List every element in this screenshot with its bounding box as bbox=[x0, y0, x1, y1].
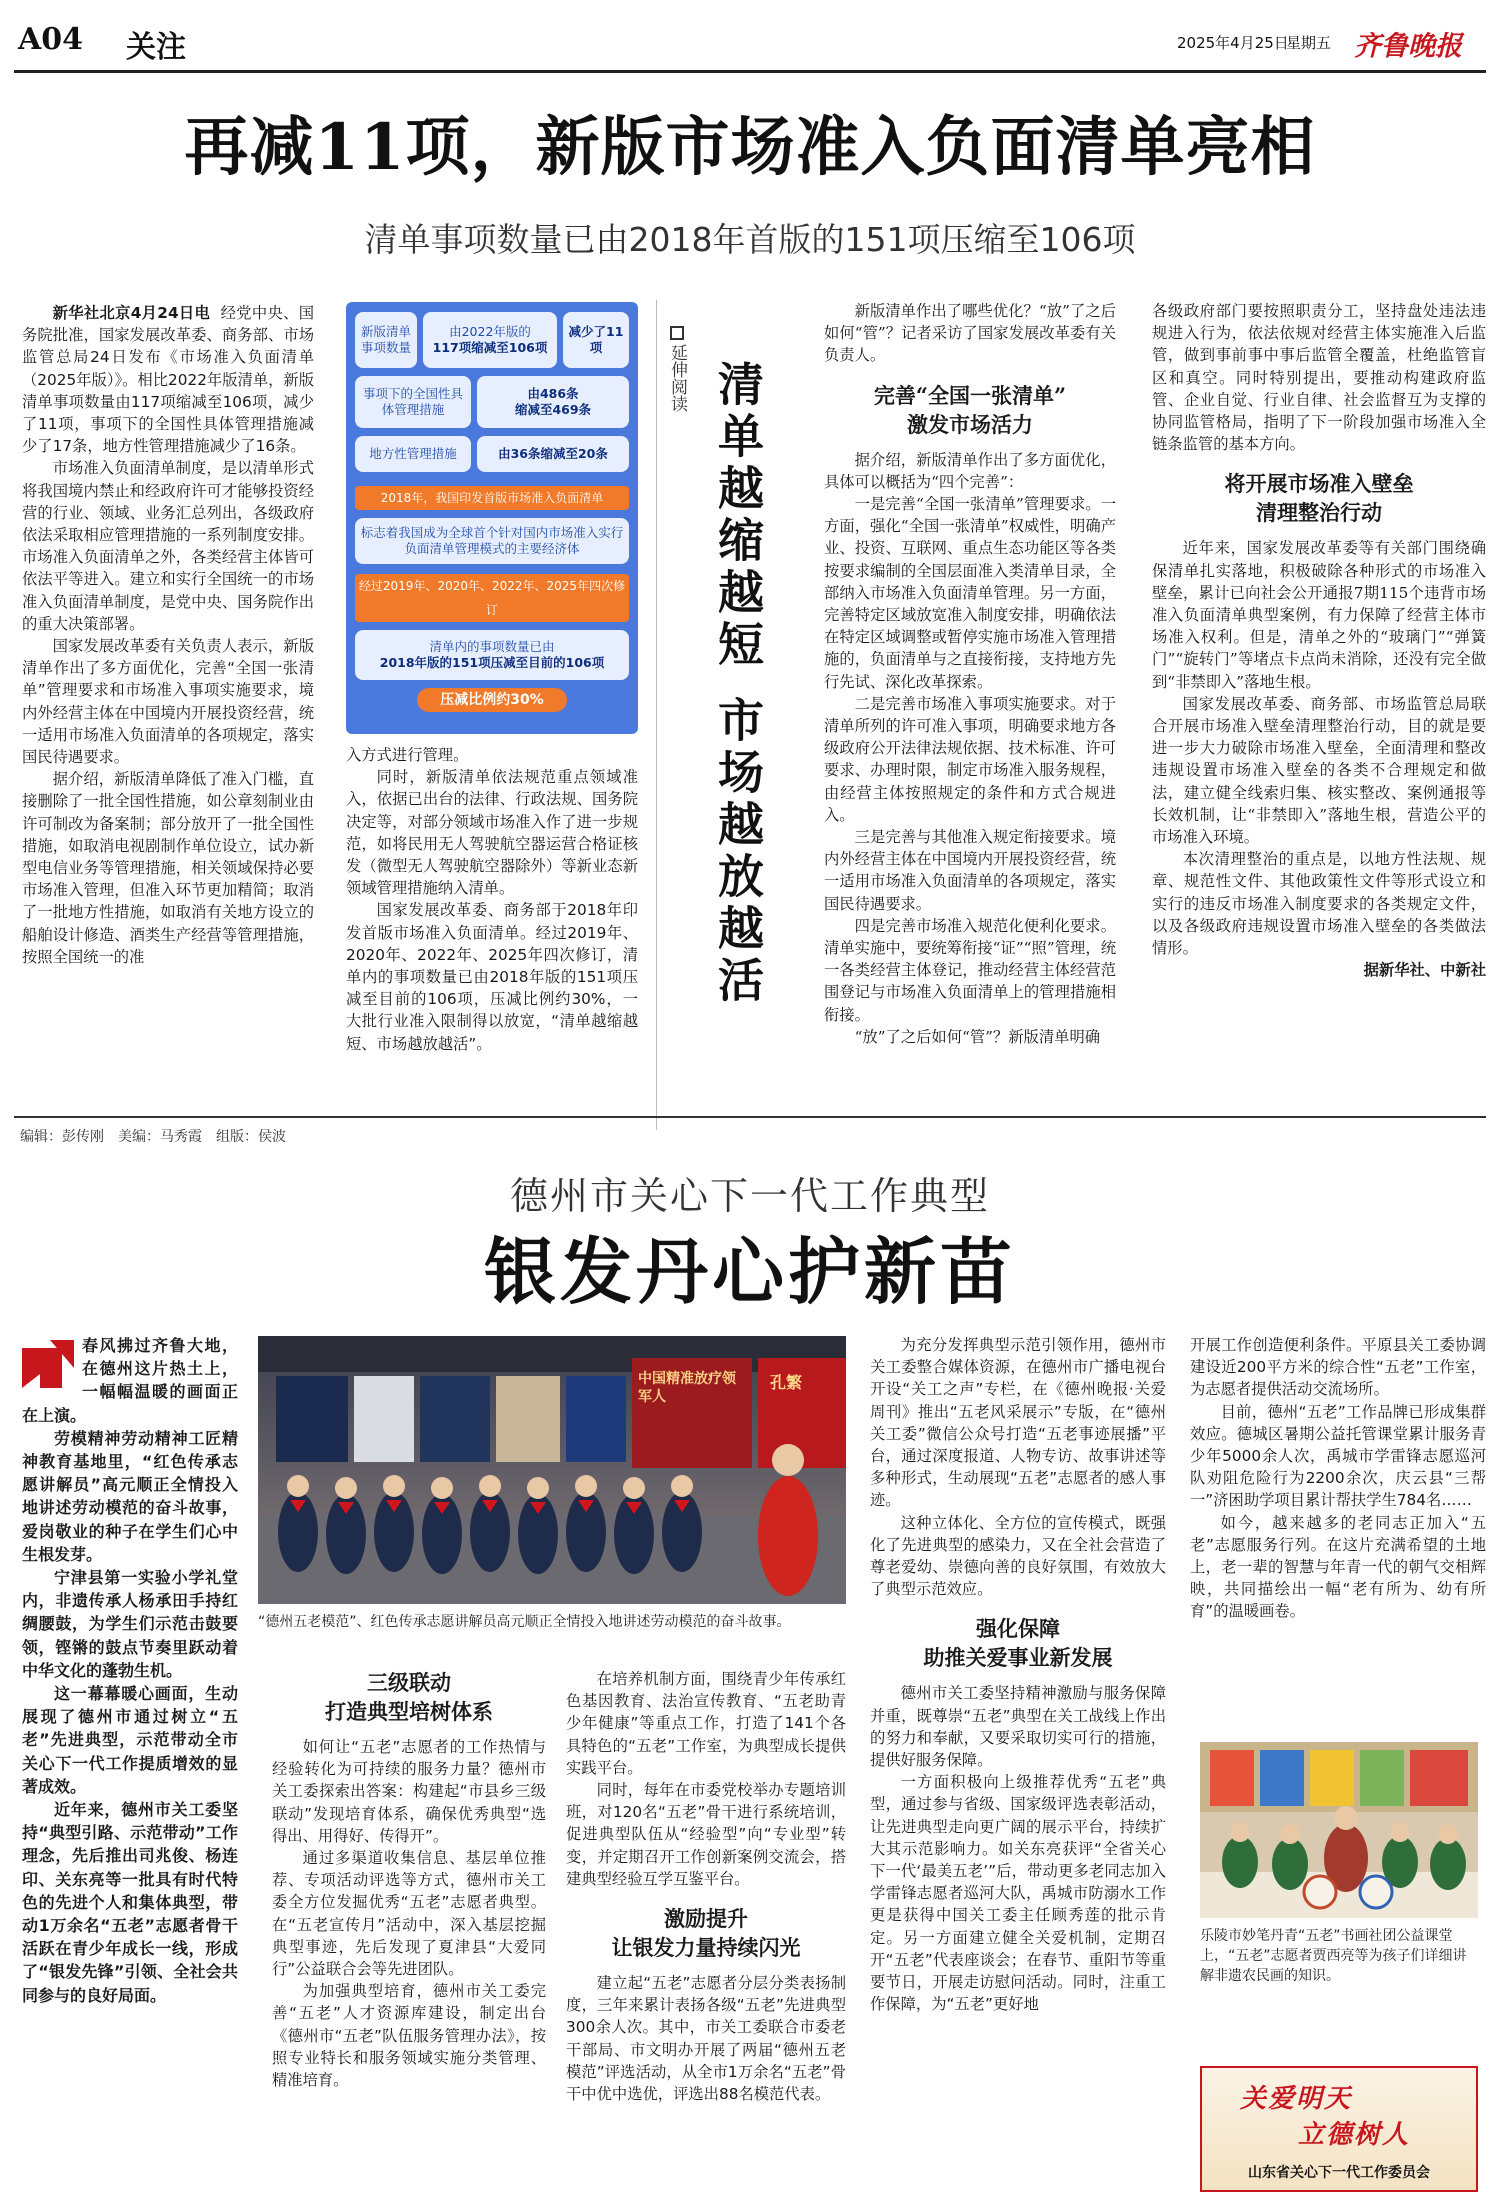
paragraph: 本次清理整治的重点是，以地方性法规、规章、规范性文件、其他政策性文件等形式设立和实行的违反市场准入制度要求的各类规定文件，以及各级政府违规设置市场准入壁垒的各类做法情形。 bbox=[1152, 850, 1486, 958]
article1-column-1 bbox=[22, 302, 314, 1132]
info-text: 缩减至469条 bbox=[514, 402, 592, 417]
paragraph: 为充分发挥典型示范引领作用，德州市关工委整合媒体资源，在德州市广播电视台开设“关工之声”专栏，在《德州晚报·关爱周刊》推出“五老风采展示”专版，在“德州关工委”微信公众号打造“五老事迹展播”平台，通过深度报道、人物专访、故事讲述等多种形式，生动展现“五老”志愿者的感人事迹。 bbox=[870, 1336, 1166, 1510]
info-bar: 2018年，我国印发首版市场准入负面清单 bbox=[355, 486, 629, 510]
issue-date: 2025年4月25日 bbox=[1177, 34, 1289, 52]
info-bar: 经过2019年、2020年、2022年、2025年四次修订 bbox=[355, 574, 629, 622]
paragraph: 近年来，德州市关工委坚持“典型引路、示范带动”工作理念，先后推出司兆俊、杨连印、关东亮等一批具有时代特色的先进个人和集体典型，带动1万余名“五老”志愿者骨干活跃在青少年成长一线，形成了“银发先锋”引领、全社会共同参与的良好局面。 bbox=[22, 1800, 238, 2005]
paragraph: 据介绍，新版清单降低了准入门槛，直接删除了一批全国性措施，如公章刻制业由许可制改为备案制；部分放开了一批全国性措施，如取消电视剧制作单位设立，试办新型电信业务等管理措施，相关领域保持必要市场准入管理，但准入环节更加精简；取消了一批地方性措施，如取消有关地方设立的船舶设计修造、酒类生产经营等管理措施，按照全国统一的准 bbox=[22, 770, 314, 966]
paragraph: 通过多渠道收集信息、基层单位推荐、专项活动评选等方式，德州市关工委全方位发掘优秀“五老”志愿者典型。在“五老宣传月”活动中，深入基层挖掘典型事迹，先后发现了夏津县“大爱同行”公益联合会等先进团队。 bbox=[272, 1849, 546, 1979]
paragraph: 新版清单作出了哪些优化？“放”了之后如何“管”？记者采访了国家发展改革委有关负责人。 bbox=[824, 302, 1116, 365]
section-divider bbox=[14, 1116, 1486, 1118]
paragraph: 国家发展改革委、商务部于2018年印发首版市场准入负面清单。经过2019年、2020年、2022年、2025年四次修订，清单内的事项数量已由2018年版的151项压减至目前的106项，压减比例约30%，一大批行业准入限制得以放宽，“清单越缩越短、市场越放越活”。 bbox=[346, 901, 638, 1053]
paragraph: “放”了之后如何“管”？新版清单明确 bbox=[854, 1027, 1101, 1046]
paragraph: 开展工作创造便利条件。平原县关工委协调建设近200平方米的综合性“五老”工作室，为志愿者提供活动交流场所。 bbox=[1190, 1336, 1486, 1399]
subheading: 激励提升 让银发力量持续闪光 bbox=[611, 1906, 801, 1961]
paragraph: 目前，德州“五老”工作品牌已形成集群效应。德城区暑期公益托管课堂累计服务青少年5000余人次，禹城市学雷锋志愿巡河队劝阻危险行为2200余次，庆云县“三帮一”济困助学项目累计帮扶学生784名…… bbox=[1190, 1402, 1486, 1510]
source-credit: 据新华社、中新社 bbox=[1363, 961, 1486, 980]
info-bar: 压减比例约30% bbox=[417, 688, 567, 712]
photo-art-class bbox=[1200, 1742, 1478, 1918]
article2-kicker: 德州市关心下一代工作典型 bbox=[509, 1174, 990, 1218]
badge-organization: 山东省关心下一代工作委员会 bbox=[1248, 2165, 1430, 2181]
paragraph: 四是完善市场准入规范化便利化要求。清单实施中，要统筹衔接“证”“照”管理，统一各类经营主体登记，推动经营主体经营范围登记与市场准入负面清单上的管理措施相衔接。 bbox=[824, 916, 1116, 1024]
paragraph: 如何让“五老”志愿者的工作热情与经验转化为可持续的服务力量？德州市关工委探索出答案：构建起“市县乡三级联动”发现培育体系，确保优秀典型“选得出、用得好、传得开”。 bbox=[272, 1738, 546, 1845]
paragraph: 近年来，国家发展改革委等有关部门围绕确保清单扎实落地，积极破除各种形式的市场准入壁垒，累计已向社会公开通报7期115个违背市场准入负面清单典型案例，有力保障了经营主体市场准入权利。但是，清单之外的“玻璃门”“弹簧门”“旋转门”等堵点卡点尚未消除，还没有完全做到“非禁即入”落地生根。 bbox=[1152, 539, 1486, 691]
paragraph: 据介绍，新版清单作出了多方面优化，具体可以概括为“四个完善”： bbox=[824, 450, 1116, 491]
header-rule bbox=[14, 70, 1486, 73]
paragraph: 一方面积极向上级推荐优秀“五老”典型，通过参与省级、国家级评选表彰活动，让先进典型走向更广阔的展示平台，持续扩大其示范影响力。如关东亮获评“全省关心下一代‘最美五老’”后，带动更多老同志加入学雷锋志愿者巡河大队，禹城市防溺水工作更是获得中国关工委主任顾秀莲的批示肯定。另一方面建立健全关爱机制，定期召开“五老”代表座谈会；在春节、重阳节等重要节日，开展走访慰问活动。同时，注重工作保障，为“五老”更好地 bbox=[870, 1773, 1166, 2014]
subheading: 将开展市场准入壁垒 清理整治行动 bbox=[1224, 471, 1414, 526]
subheading: 强化保障 助推关爱事业新发展 bbox=[923, 1616, 1113, 1671]
issue-weekday: 星期五 bbox=[1286, 34, 1332, 52]
info-text: 2018年版的151项压减至目前的106项 bbox=[379, 655, 605, 670]
article1-column-2 bbox=[346, 744, 638, 1132]
dateline: 新华社北京4月24日电 bbox=[52, 304, 211, 322]
paragraph: 在培养机制方面，围绕青少年传承红色基因教育、法治宣传教育、“五老助青少年健康”等重点工作，打造了141个各具特色的“五老”工作室，为典型成长提供实践平台。 bbox=[566, 1670, 846, 1777]
sidebar-tag-text: 延伸阅读 bbox=[667, 344, 687, 412]
info-card-value: 由36条缩减至20条 bbox=[477, 436, 629, 472]
subheading: 完善“全国一张清单” 激发市场活力 bbox=[873, 382, 1067, 437]
info-text: 由486条 bbox=[527, 386, 579, 401]
photo-caption: “德州五老模范”、红色传承志愿讲解员高元顺正全情投入地讲述劳动模范的奋斗故事。 bbox=[258, 1614, 791, 1630]
sidebar-title-line: 清单越缩越短 bbox=[711, 360, 765, 672]
section-name: 关注 bbox=[126, 30, 186, 65]
info-card-value bbox=[477, 376, 629, 428]
paragraph: 为加强典型培育，德州市关工委完善“五老”人才资源库建设，制定出台《德州市“五老”队伍服务管理办法》，按照专业特长和服务领域实施分类管理、精准培育。 bbox=[272, 1982, 546, 2090]
red-flag-icon bbox=[22, 1340, 74, 1392]
paragraph: 德州市关工委坚持精神激励与服务保障并重，既尊崇“五老”典型在关工战线上作出的努力和奉献，又要采取切实可行的措施，提供好服务保障。 bbox=[870, 1684, 1166, 1770]
article2-lead-column bbox=[22, 1334, 238, 2134]
article2-column-c bbox=[870, 1334, 1166, 2190]
article2-column-a bbox=[272, 1668, 546, 2188]
exhibit-sign: 孔繁 bbox=[770, 1373, 803, 1392]
info-card-label: 新版清单事项数量 bbox=[355, 312, 417, 368]
paragraph: 同时，每年在市委党校举办专题培训班，对120名“五老”骨干进行系统培训，促进典型队伍从“经验型”向“专业型”转变，并定期召开工作创新案例交流会，搭建典型经验互学互鉴平台。 bbox=[566, 1781, 846, 1888]
campaign-badge bbox=[1200, 2066, 1478, 2192]
masthead-logo: 齐鲁晚报 bbox=[1354, 31, 1462, 62]
article2-column-b bbox=[566, 1668, 846, 2188]
infographic bbox=[346, 302, 638, 734]
info-text: 清单内的事项数量已由 bbox=[429, 639, 555, 654]
paragraph: 春风拂过齐鲁大地，在德州这片热土上，一幅幅温暖的画面正在上演。 bbox=[22, 1336, 238, 1425]
paragraph: 入方式进行管理。 bbox=[346, 746, 469, 764]
paragraph: 劳模精神劳动精神工匠精神教育基地里，“红色传承志愿讲解员”高元顺正全情投入地讲述劳动模范的奋斗故事，爱岗敬业的种子在学生们心中生根发芽。 bbox=[22, 1428, 238, 1564]
page-header bbox=[14, 10, 1486, 68]
page-number: A04 bbox=[18, 22, 84, 57]
info-card-note bbox=[355, 630, 629, 680]
article2-headline: 银发丹心护新苗 bbox=[483, 1229, 1016, 1314]
art-class-illustration bbox=[1200, 1742, 1478, 1918]
sidebar-title-line: 市场越放越活 bbox=[711, 696, 765, 1008]
info-card-result: 减少了11项 bbox=[563, 312, 629, 368]
info-card-note: 标志着我国成为全球首个针对国内市场准入实行负面清单管理模式的主要经济体 bbox=[355, 518, 629, 564]
sidebar-divider bbox=[656, 300, 657, 1130]
paragraph: 这种立体化、全方位的宣传模式，既强化了先进典型的感染力，又在全社会营造了尊老爱幼、崇德向善的良好氛围，有效放大了典型示范效应。 bbox=[870, 1513, 1166, 1599]
paragraph: 三是完善与其他准入规定衔接要求。境内外经营主体在中国境内开展投资经营，统一适用市场准入负面清单的各项规定，落实国民待遇要求。 bbox=[824, 828, 1116, 913]
editors-line: 编辑：彭传刚 美编：马秀霞 组版：侯波 bbox=[20, 1129, 286, 1145]
paragraph: 如今，越来越多的老同志正加入“五老”志愿服务行列。在这片充满希望的土地上，老一辈的智慧与年青一代的朝气交相辉映，共同描绘出一幅“老有所为、幼有所育”的温暖画卷。 bbox=[1190, 1513, 1486, 1621]
paragraph: 国家发展改革委、商务部、市场监管总局联合开展市场准入壁垒清理整治行动，目的就是要进一步大力破除市场准入壁垒，全面清理和整改违规设置市场准入壁垒的各类不合理规定和做法，建立健全线索归集、核实整改、案例通报等长效机制，让“非禁即入”落地生根，营造公平的市场准入环境。 bbox=[1152, 694, 1486, 847]
paragraph: 经党中央、国务院批准，国家发展改革委、商务部、市场监管总局24日发布《市场准入负面清单（2025年版）》。相比2022年版清单，新版清单事项数量由117项缩减至106项，减少了11项，事项下的全国性具体管理措施减少了17条，地方性管理措施减少了16条。 bbox=[22, 304, 314, 456]
paragraph: 这一幕幕暖心画面，生动展现了德州市通过树立“五老”先进典型，示范带动全市关心下一代工作提质增效的显著成效。 bbox=[22, 1684, 238, 1796]
paragraph: 建立起“五老”志愿者分层分类表扬制度，三年来累计表扬各级“五老”先进典型300余人次。其中，市关工委联合市委老干部局、市文明办开展了两届“德州五老模范”评选活动，从全市1万余名“五老”骨干中优中选优，评选出88名模范代表。 bbox=[566, 1974, 846, 2104]
sidebar-title bbox=[696, 360, 766, 1080]
article1-column-4 bbox=[1152, 300, 1486, 1132]
article1-subheadline: 清单事项数量已由2018年首版的151项压缩至106项 bbox=[364, 220, 1136, 259]
subheading: 三级联动 打造典型培树体系 bbox=[325, 1670, 493, 1724]
badge-slogan: 关爱明天 bbox=[1240, 2084, 1353, 2114]
paragraph: 各级政府部门要按照职责分工，坚持盘处违法违规进入行为，依法依规对经营主体实施准入后监管，做到事前事中事后监管全覆盖，杜绝监管盲区和真空。同时特别提出，要推动构建政府监管、企业自觉、行业自律、社会监督互为支撑的协同监管格局，指明了下一阶段加强市场准入全链条监管的基本方向。 bbox=[1152, 302, 1486, 454]
photo-exhibition-hall bbox=[258, 1336, 846, 1604]
info-text: 117项缩减至106项 bbox=[432, 340, 548, 355]
info-text: 由2022年版的 bbox=[449, 324, 531, 339]
sidebar-tag bbox=[664, 326, 688, 412]
photo-caption: 乐陵市妙笔丹青“五老”书画社团公益课堂上，“五老”志愿者贾西亮等为孩子们详细讲解非遗农民画的知识。 bbox=[1200, 1928, 1467, 1984]
exhibit-sign: 中国精准放疗领军人 bbox=[638, 1371, 736, 1405]
paragraph: 国家发展改革委有关负责人表示，新版清单作出了多方面优化，完善“全国一张清单”管理要求和市场准入事项实施要求，境内外经营主体在中国境内开展投资经营，统一适用市场准入负面清单的各项规定，落实国民待遇要求。 bbox=[22, 637, 314, 767]
info-card-value bbox=[423, 312, 557, 368]
badge-slogan: 立德树人 bbox=[1298, 2120, 1411, 2150]
book-icon bbox=[670, 326, 684, 340]
info-card-label: 事项下的全国性具体管理措施 bbox=[355, 376, 471, 428]
paragraph: 二是完善市场准入事项实施要求。对于清单所列的许可准入事项，明确要求地方各级政府公开法律法规依据、技术标准、许可要求、办理时限，制定市场准入服务规程，由经营主体按照规定的条件和方式合规进入。 bbox=[824, 694, 1116, 824]
info-card-label: 地方性管理措施 bbox=[355, 436, 471, 472]
article1-column-3 bbox=[824, 300, 1116, 1132]
paragraph: 市场准入负面清单制度，是以清单形式将我国境内禁止和经政府许可才能够投资经营的行业、领域、业务汇总列出，各级政府依法采取相应管理措施的一系列制度安排。市场准入负面清单之外，各类经营主体皆可依法平等进入。建立和实行全国统一的市场准入负面清单制度，是党中央、国务院作出的重大决策部署。 bbox=[22, 459, 314, 633]
exhibition-scene-illustration bbox=[258, 1336, 846, 1604]
article2-column-d bbox=[1190, 1334, 1486, 1734]
paragraph: 宁津县第一实验小学礼堂内，非遗传承人杨承田手持红绸腰鼓，为学生们示范击鼓要领，铿锵的鼓点节奏里跃动着中华文化的蓬勃生机。 bbox=[22, 1568, 238, 1680]
article1-headline: 再减11项，新版市场准入负面清单亮相 bbox=[184, 110, 1316, 185]
paragraph: 一是完善“全国一张清单”管理要求。一方面，强化“全国一张清单”权威性，明确产业、投资、互联网、重点生态功能区等各类按要求编制的全国层面准入类清单目录，全部纳入市场准入负面清单管理。另一方面，完善特定区域放宽准入制度安排，明确依法在特定区域调整或暂停实施市场准入管理措施的，负面清单与之直接衔接，支持地方先行先试、深化改革探索。 bbox=[824, 495, 1116, 691]
paragraph: 同时，新版清单依法规范重点领域准入，依据已出台的法律、行政法规、国务院决定等，对部分领域市场准入作了进一步规范，如将民用无人驾驶航空器运营合格证核发（微型无人驾驶航空器除外）等新业态新领域管理措施纳入清单。 bbox=[346, 768, 638, 898]
